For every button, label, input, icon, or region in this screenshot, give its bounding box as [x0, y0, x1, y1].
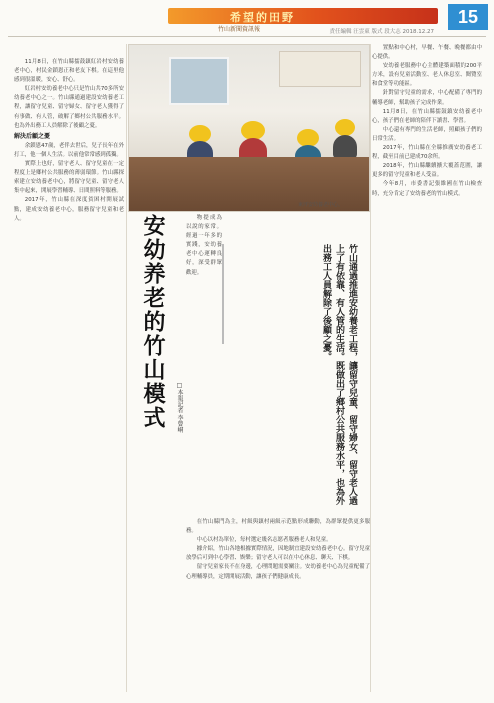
paragraph: 2018年，竹山縣繼續擴大覆蓋范圍，讓更多的留守兒童和老人受益。	[372, 163, 482, 179]
paragraph: 在竹山縣門為主，村級與鎮村兩級示范點形成聯動，為群眾提供更多服務。	[186, 519, 370, 535]
child-figure	[335, 119, 355, 136]
paragraph: 今年8月，市委書記張維國在竹山檢查時，充分肯定了安幼養老的竹山模式。	[372, 181, 482, 197]
byline: □本報記者 李曾峒	[176, 382, 183, 433]
article-column-4	[186, 518, 370, 693]
classroom-photo	[128, 44, 370, 212]
paragraph: 留守兒童家長不在身邊，心理問題需要關注。安幼養老中心為兒童配備了心理輔導員，定期開展活動，讓孩子們健康成長。	[186, 564, 370, 580]
article-column-2	[186, 214, 222, 514]
column-divider	[370, 44, 371, 692]
paragraph: 中心還有專門的生活老師，照顧孩子們的日常生活。	[372, 126, 482, 142]
headline: 安幼养老的竹山模式	[140, 214, 166, 430]
photo-board	[279, 51, 361, 87]
paragraph: 實際上也好，留守老人、留守兒童在一定程度上是鄉村公共服務的薄弱環節。竹山縣探索建立安幼養老中心，將留守兒童、留守老人集中起來，開展學習輔導、日間照料等服務。	[14, 161, 124, 195]
section-heading: 解決后顧之憂	[14, 132, 51, 140]
photo-caption: 東坪安幼養老中心。	[298, 202, 344, 208]
paragraph: 針對留守兒童的需求，中心配備了專門的輔導老師，幫助孩子完成作業。	[372, 90, 482, 106]
paragraph: 物提成為以說的家常。經過一年多的實踐，安幼養老中心運轉良好，深受群眾歡迎。	[186, 215, 222, 276]
article-column-3	[372, 44, 482, 692]
section-subtitle: 竹山新聞資訊報	[218, 26, 261, 33]
paragraph: 2017年，竹山縣在全縣推廣安幼養老工程，截至目前已建成70余所。	[372, 145, 482, 161]
paragraph: 2017年，竹山縣在深度貧困村開展試點，建成安幼養老中心，服務留守兒童和老人。	[14, 197, 124, 222]
paragraph: 中心以村為單位，每村選定幾名志愿者服務老人和兒童。	[196, 537, 332, 544]
lead-summary: 竹山通過推進安幼養老工程，讓留守兒童、留守婦女、留守老人過上了有依靠、有人管的生活。既做出了鄉村公共服務水平，也為外出務工人員解除了後顧之憂。	[321, 244, 357, 505]
page-header	[0, 0, 494, 36]
article-column-1	[14, 58, 124, 692]
photo-window	[169, 57, 229, 105]
page-number: 15	[448, 4, 488, 30]
paragraph: 11月8日，在竹山縣擂鼓鎮紅岩村安幼養老中心，村民金鎖恩正和老友下棋。在這里他感到很溫暖，安心、舒心。	[14, 59, 124, 84]
paragraph: 據介紹，竹山各地根據實際情況，因地制宜建設安幼養老中心。留守兒童放學后可到中心學習、娛樂；留守老人可以在中心休息、聊天、下棋。	[186, 546, 370, 562]
edition-meta: 責任編輯 汪雲東 版式 段大志 2018.12.27	[329, 29, 434, 35]
column-divider	[126, 44, 127, 692]
paragraph: 安幼養老服務中心主體建築面積約200平方米，設有兒童活動室、老人休息室、閱覽室和食堂等功能區。	[372, 63, 482, 88]
child-body	[333, 135, 357, 159]
paragraph: 余鎖恩47歲，老伴去世后，兒子長年在外打工，他一個人生活。以前他常常感到孤獨。	[14, 142, 124, 158]
section-title: 希望的田野	[230, 11, 295, 24]
paragraph: 紅岩村安幼養老中心只是竹山共70多所安幼養老中心之一。竹山縣通過建設安幼養老工程，讓留守兒童、留守婦女、留守老人獲得了有事做、有人管，破解了鄉村公共服務水平。也為外出務工人員解除了後顧之憂。	[14, 86, 124, 129]
paragraph: 置點和中心村，早餐、午餐、晚餐都由中心提供。	[372, 45, 482, 61]
header-rule	[8, 36, 486, 37]
lead-accent	[222, 244, 224, 344]
paragraph: 11月8日，在竹山縣擂鼓鎮安幼養老中心，孩子們在老師的陪伴下讀書、學習。	[372, 108, 482, 124]
